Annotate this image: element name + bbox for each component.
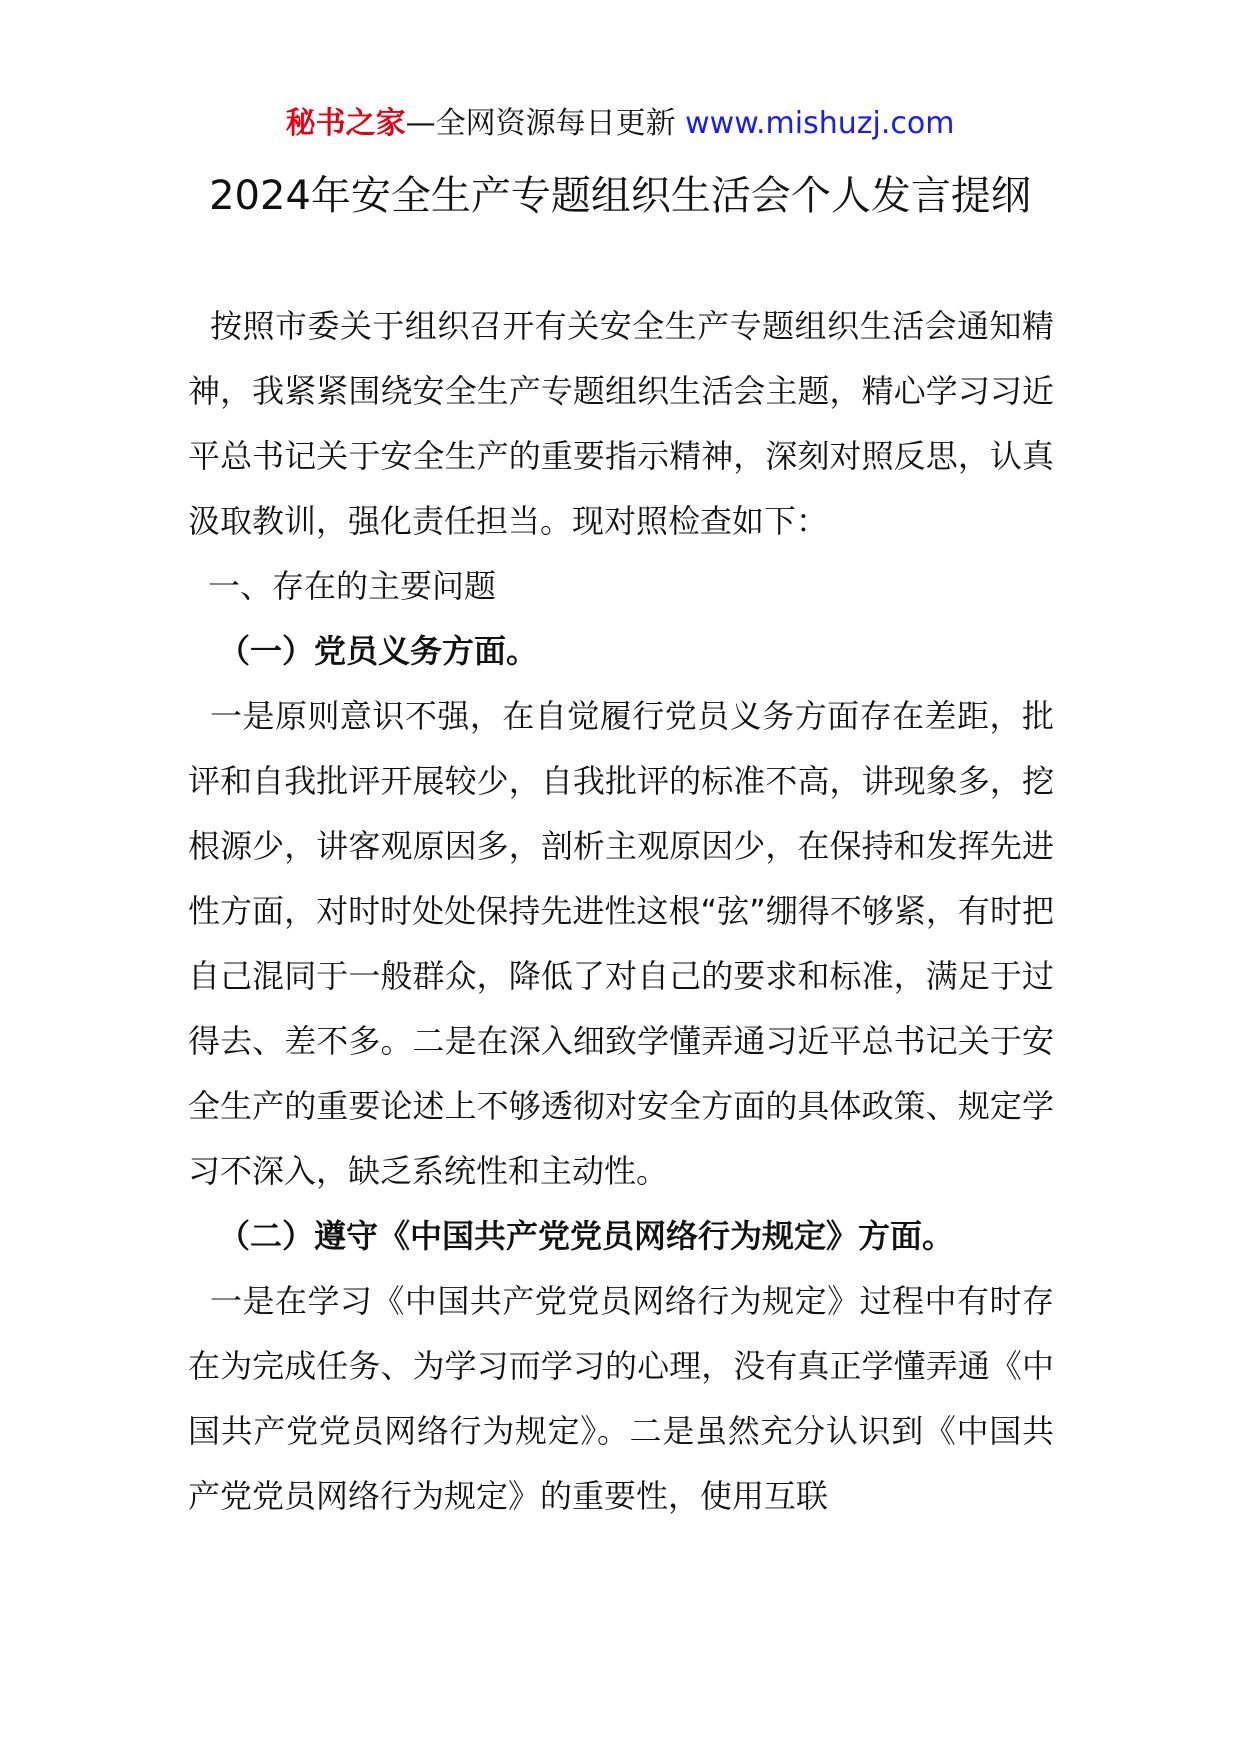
- site-url: www.mishuzj.com: [685, 106, 955, 141]
- section-heading-main-problems: 一、存在的主要问题: [208, 567, 497, 605]
- intro-paragraph: 按照市委关于组织召开有关安全生产专题组织生活会通知精神，我紧紧围绕安全生产专题组织生活会主题，精心学习习近平总书记关于安全生产的重要指示精神，深刻对照反思，认真汲取教训，强化责任担当。现对照检查如下：: [188, 307, 1054, 540]
- subsection-heading-party-duties: （一）党员义务方面。: [218, 632, 539, 670]
- document-body: [188, 294, 1054, 1529]
- site-name: 秘书之家: [285, 106, 406, 141]
- site-watermark-header: [0, 102, 1240, 146]
- subsection-paragraph-network-rules: 一是在学习《中国共产党党员网络行为规定》过程中有时存在为完成任务、为学习而学习的心理，没有真正学懂弄通《中国共产党党员网络行为规定》。二是虽然充分认识到《中国共产党党员网络行为规定》的重要性，使用互联: [188, 1282, 1054, 1515]
- document-title: 2024年安全生产专题组织生活会个人发言提纲: [209, 173, 1031, 219]
- site-tagline: —全网资源每日更新: [405, 106, 686, 141]
- subsection-heading-network-rules: （二）遵守《中国共产党党员网络行为规定》方面。: [218, 1217, 955, 1255]
- subsection-paragraph-party-duties: 一是原则意识不强，在自觉履行党员义务方面存在差距，批评和自我批评开展较少，自我批评的标准不高，讲现象多，挖根源少，讲客观原因多，剖析主观原因少，在保持和发挥先进性方面，对时时处处保持先进性这根“弦”绷得不够紧，有时把自己混同于一般群众，降低了对自己的要求和标准，满足于过得去、差不多。二是在深入细致学懂弄通习近平总书记关于安全生产的重要论述上不够透彻对安全方面的具体政策、规定学习不深入，缺乏系统性和主动性。: [188, 697, 1054, 1190]
